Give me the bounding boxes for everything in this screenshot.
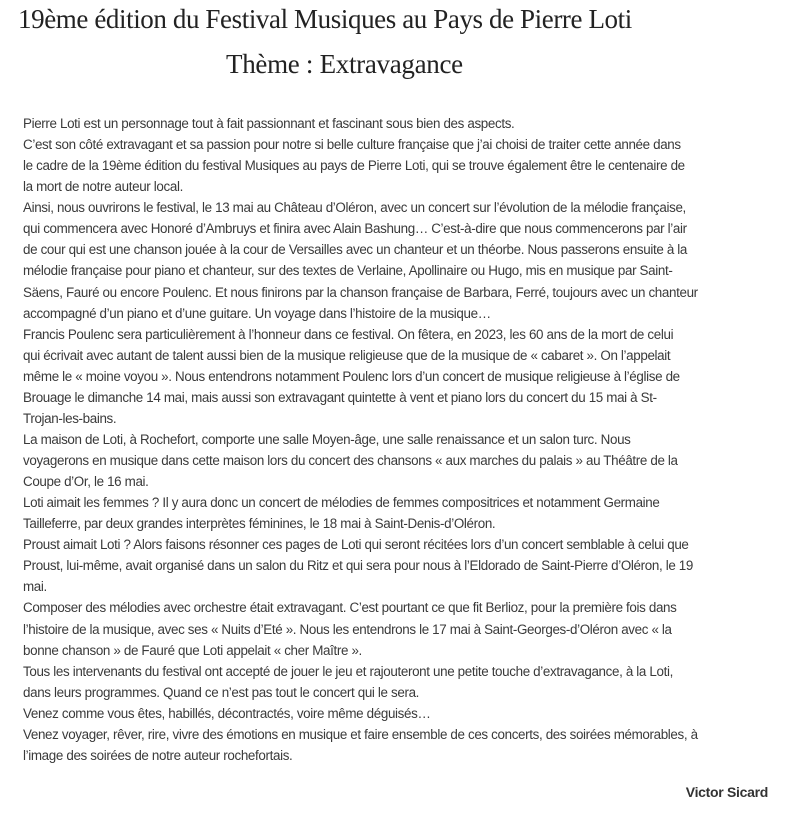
text-line: Venez voyager, rêver, rire, vivre des émotions en musique et faire ensemble de ces concerts, des soirées mémorables, à <box>23 726 698 742</box>
paragraph <box>23 197 783 323</box>
paragraph <box>23 113 783 134</box>
text-line: le cadre de la 19ème édition du festival Musiques au pays de Pierre Loti, qui se trouve également être le centenaire de <box>23 158 685 174</box>
paragraph <box>23 597 783 660</box>
paragraph <box>23 324 783 429</box>
article-body <box>23 113 783 766</box>
text-line: mélodie française pour piano et chanteur, sur des textes de Verlaine, Apollinaire ou Hugo, mis en musique par Saint- <box>23 263 673 279</box>
text-line: Pierre Loti est un personnage tout à fait passionnant et fascinant sous bien des aspects. <box>23 116 515 131</box>
paragraph <box>23 661 783 703</box>
text-line: la mort de notre auteur local. <box>23 179 183 195</box>
text-line: l’image des soirées de notre auteur rochefortais. <box>23 747 293 763</box>
text-line: accompagné d’un piano et d’une guitare. Un voyage dans l’histoire de la musique… <box>23 305 491 321</box>
text-line: bonne chanson » de Fauré que Loti appelait « cher Maître ». <box>23 642 362 658</box>
text-line: l’histoire de la musique, avec ses « Nuits d’Eté ». Nous les entendrons le 17 mai à Saint-Georges-d’Oléron avec « la <box>23 621 672 637</box>
paragraph <box>23 534 783 597</box>
text-line: voyagerons en musique dans cette maison lors du concert des chansons « aux marches du palais » au Théâtre de la <box>23 453 678 468</box>
paragraph <box>23 703 783 724</box>
text-line: qui commencera avec Honoré d’Ambruys et finira avec Alain Bashung… C’est-à-dire que nous commencerons par l’air <box>23 221 687 237</box>
text-line: mai. <box>23 579 47 595</box>
text-line: Trojan-les-bains. <box>23 410 117 426</box>
text-line: Composer des mélodies avec orchestre était extravagant. C’est pourtant ce que fit Berlioz, pour la première fois dans <box>23 600 677 616</box>
author-signature: Victor Sicard <box>685 784 768 800</box>
text-line: Säens, Fauré ou encore Poulenc. Et nous finirons par la chanson française de Barbara, Ferré, toujours avec un chanteur <box>23 284 698 300</box>
paragraph <box>23 429 783 492</box>
text-line: dans leurs programmes. Quand ce n’est pas tout le concert qui le sera. <box>23 684 420 700</box>
text-line: Proust aimait Loti ? Alors faisons résonner ces pages de Loti qui seront récitées lors d’un concert semblable à celui que <box>23 537 689 553</box>
text-line: Proust, lui-même, avait organisé dans un salon du Ritz et qui sera pour nous à l’Eldorado de Saint-Pierre d’Oléron, le 19 <box>23 558 693 574</box>
text-line: C’est son côté extravagant et sa passion pour notre si belle culture française que j’ai choisi de traiter cette année dans <box>23 137 681 153</box>
text-line: La maison de Loti, à Rochefort, comporte une salle Moyen-âge, une salle renaissance et un salon turc. Nous <box>23 431 631 447</box>
paragraph <box>23 724 783 766</box>
text-line: qui écrivait avec autant de talent aussi bien de la musique religieuse que de la musique de « cabaret ». On l’appelait <box>23 347 671 363</box>
text-line: Ainsi, nous ouvrirons le festival, le 13 mai au Château d’Oléron, avec un concert sur l’évolution de la mélodie française, <box>23 200 686 216</box>
text-line: Venez comme vous êtes, habillés, décontractés, voire même déguisés… <box>23 705 431 721</box>
text-line: Brouage le dimanche 14 mai, mais aussi son extravagant quintette à vent et piano lors du concert du 15 mai à St- <box>23 389 657 405</box>
text-line: Tous les intervenants du festival ont accepté de jouer le jeu et rajouteront une petite touche d’extravagance, à la Loti, <box>23 663 673 679</box>
text-line: Francis Poulenc sera particulièrement à l’honneur dans ce festival. On fêtera, en 2023, les 60 ans de la mort de celui <box>23 326 674 342</box>
text-line: même le « moine voyou ». Nous entendrons notamment Poulenc lors d’un concert de musique religieuse à l’église de <box>23 368 680 384</box>
paragraph <box>23 134 783 197</box>
paragraph <box>23 492 783 534</box>
text-line: Tailleferre, par deux grandes interprètes féminines, le 18 mai à Saint-Denis-d’Oléron. <box>23 516 496 532</box>
page-title: 19ème édition du Festival Musiques au Pays de Pierre Loti <box>18 4 632 34</box>
theme-subtitle: Thème : Extravagance <box>226 49 463 79</box>
text-line: Coupe d’Or, le 16 mai. <box>23 474 149 490</box>
text-line: Loti aimait les femmes ? Il y aura donc un concert de mélodies de femmes compositrices et notamment Germaine <box>23 495 660 511</box>
text-line: de cour qui est une chanson jouée à la cour de Versailles avec un chanteur et un théorbe. Nous passerons ensuite à la <box>23 242 688 258</box>
